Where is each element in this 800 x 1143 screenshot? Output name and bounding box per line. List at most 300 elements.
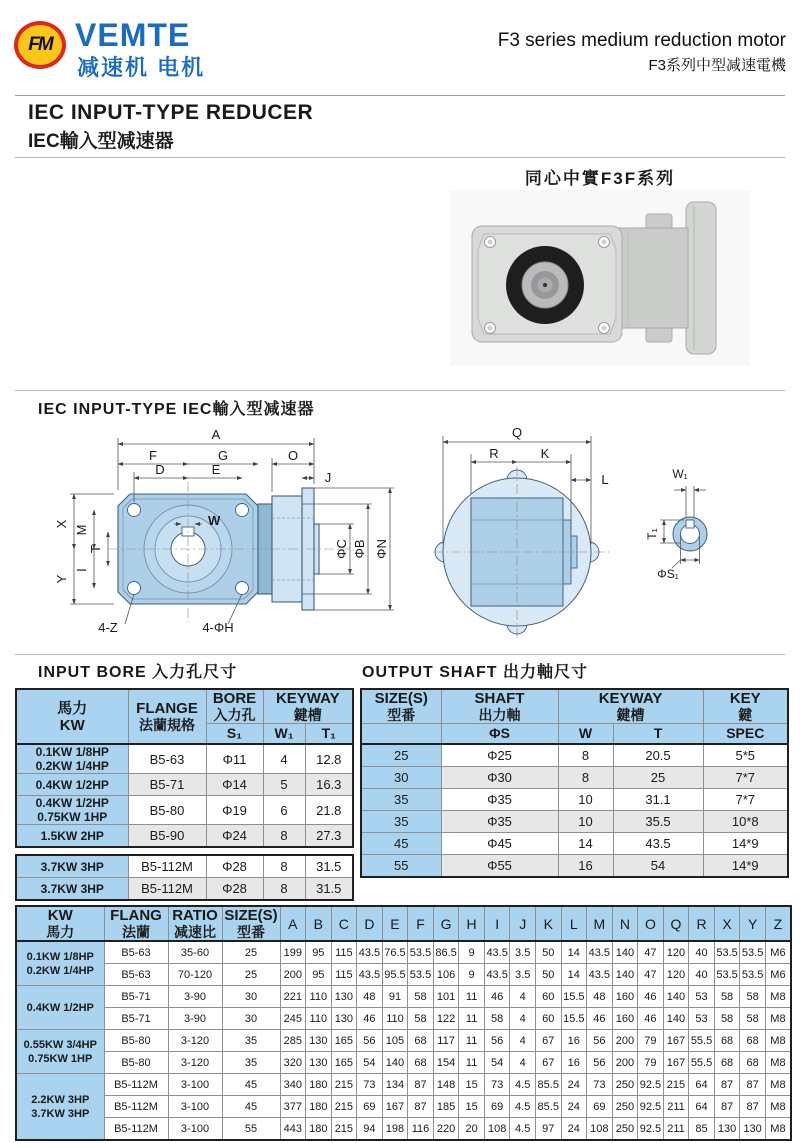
keyway-w-cell: 4: [263, 744, 305, 774]
keyway-w-cell: 8: [558, 744, 613, 767]
key-spec-cell: 7*7: [703, 767, 788, 789]
kw-group-label: [16, 941, 104, 986]
dim-f-cell: 58: [408, 1008, 434, 1030]
dim-i-cell: 46: [484, 986, 510, 1008]
key-spec-cell: 7*7: [703, 789, 788, 811]
flange-cell: B5-63: [128, 744, 206, 774]
kw-group-label-line: 0.1KW 1/8HP: [26, 950, 94, 963]
dim-c-cell: 165: [331, 1052, 357, 1074]
keyway-t-cell: 21.8: [305, 796, 353, 825]
dim-g-cell: 185: [433, 1096, 459, 1118]
dim-l-cell: 15.5: [561, 1008, 587, 1030]
output-header-row2: [361, 724, 788, 745]
col-header-kw: KW 馬力: [16, 906, 104, 941]
dim-r-cell: 64: [689, 1074, 715, 1096]
dim-c-cell: 130: [331, 1008, 357, 1030]
photo-caption: 同心中實F3F系列: [524, 169, 676, 188]
col-header-bore: BORE 入力孔: [206, 689, 263, 724]
size-cell: 35: [361, 789, 441, 811]
dim-j-cell: 4: [510, 1052, 536, 1074]
col-header-o: O: [638, 906, 664, 941]
output-shaft-title-cn: 出力軸尺寸: [503, 664, 589, 681]
keyway-w-cell: 5: [263, 774, 305, 796]
dim-i-cell: 43.5: [484, 941, 510, 964]
dim-q-cell: 140: [663, 1008, 689, 1030]
dim-d-cell: 56: [357, 1030, 383, 1052]
input-bore-row: [16, 744, 353, 774]
flange-cell: B5-112M: [128, 878, 206, 901]
dim-h-cell: 11: [459, 986, 485, 1008]
dim-y-cell: 53.5: [740, 964, 766, 986]
dim-j-cell: 4: [510, 1008, 536, 1030]
dim-h-cell: 11: [459, 1008, 485, 1030]
ratio-cell: 3-90: [168, 1008, 222, 1030]
dim-o-cell: 79: [638, 1052, 664, 1074]
dim-f-cell: 116: [408, 1118, 434, 1141]
dim-z-cell: M8: [765, 1118, 791, 1141]
keyway-w-cell: 14: [558, 833, 613, 855]
dim-r-cell: 55.5: [689, 1030, 715, 1052]
dim-g-cell: 101: [433, 986, 459, 1008]
dim-y-cell: 53.5: [740, 941, 766, 964]
dim-r-cell: 85: [689, 1118, 715, 1141]
dim-i-cell: 58: [484, 1008, 510, 1030]
dim-row: [16, 1052, 791, 1074]
col-header-l: L: [561, 906, 587, 941]
dim-label-w: W: [208, 513, 221, 528]
dim-label-4h: 4-ΦH: [202, 620, 234, 635]
dim-z-cell: M8: [765, 986, 791, 1008]
dim-row: [16, 1074, 791, 1096]
dim-z-cell: M6: [765, 941, 791, 964]
col-header-d: D: [357, 906, 383, 941]
power-label: [16, 825, 128, 848]
power-label: [16, 744, 128, 774]
dim-y-cell: 58: [740, 1008, 766, 1030]
dim-b-cell: 180: [306, 1074, 332, 1096]
dim-j-cell: 4: [510, 986, 536, 1008]
col-header-j: J: [510, 906, 536, 941]
dim-q-cell: 167: [663, 1052, 689, 1074]
kw-group-label-line: 3.7KW 3HP: [31, 1107, 90, 1120]
flange-cell: B5-63: [104, 941, 168, 964]
bore-cell: Φ11: [206, 744, 263, 774]
input-bore-title-en: INPUT BORE: [38, 664, 147, 681]
dim-g-cell: 220: [433, 1118, 459, 1141]
ratio-cell: 3-100: [168, 1096, 222, 1118]
dim-a-cell: 443: [280, 1118, 306, 1141]
keyway-w-cell: 16: [558, 855, 613, 878]
dim-l-cell: 14: [561, 941, 587, 964]
kw-group-label-line: 0.2KW 1/4HP: [26, 964, 94, 977]
col-header-flange: FLANGE 法蘭規格: [128, 689, 206, 744]
shaft-dia-cell: Φ55: [441, 855, 558, 878]
dim-k-cell: 50: [535, 941, 561, 964]
flange-cell: B5-80: [104, 1052, 168, 1074]
dim-q-cell: 211: [663, 1118, 689, 1141]
dim-d-cell: 46: [357, 1008, 383, 1030]
size-cell: 45: [222, 1096, 280, 1118]
front-view-drawing: [50, 424, 415, 644]
keyway-t-cell: 12.8: [305, 744, 353, 774]
dim-b-cell: 95: [306, 941, 332, 964]
dim-g-cell: 106: [433, 964, 459, 986]
dim-q-cell: 215: [663, 1074, 689, 1096]
dim-q-cell: 120: [663, 964, 689, 986]
kw-group-label-line: 0.55KW 3/4HP: [23, 1038, 97, 1051]
dim-row: [16, 1008, 791, 1030]
dim-label-b: ΦB: [352, 539, 367, 559]
input-bore-row: [16, 774, 353, 796]
dim-d-cell: 73: [357, 1074, 383, 1096]
output-shaft-title: [362, 659, 588, 682]
dim-c-cell: 215: [331, 1096, 357, 1118]
dim-x-cell: 68: [714, 1052, 740, 1074]
dim-c-cell: 130: [331, 986, 357, 1008]
key-spec-cell: 14*9: [703, 833, 788, 855]
dim-l-cell: 24: [561, 1096, 587, 1118]
dim-o-cell: 92.5: [638, 1118, 664, 1141]
dim-k-cell: 67: [535, 1052, 561, 1074]
keyway-t-cell: 31.5: [305, 855, 353, 878]
col-header-size: SIZE(S) 型番: [361, 689, 441, 724]
ratio-cell: 3-100: [168, 1118, 222, 1141]
col-header-sizes: SIZE(S) 型番: [222, 906, 280, 941]
key-spec-cell: 14*9: [703, 855, 788, 878]
keyway-t-cell: 43.5: [613, 833, 703, 855]
flange-cell: B5-112M: [104, 1096, 168, 1118]
dim-q-cell: 167: [663, 1030, 689, 1052]
dim-d-cell: 43.5: [357, 941, 383, 964]
bore-cell: Φ28: [206, 855, 263, 878]
dim-k-cell: 85.5: [535, 1074, 561, 1096]
dim-k-cell: 97: [535, 1118, 561, 1141]
input-bore-title: [38, 659, 237, 682]
dim-b-cell: 180: [306, 1096, 332, 1118]
divider: [15, 95, 785, 96]
dim-h-cell: 20: [459, 1118, 485, 1141]
dim-y-cell: 87: [740, 1074, 766, 1096]
dim-row: [16, 1030, 791, 1052]
keyway-t-cell: 25: [613, 767, 703, 789]
shaft-dia-cell: Φ35: [441, 811, 558, 833]
dim-c-cell: 215: [331, 1118, 357, 1141]
dim-header-row: [16, 906, 791, 941]
ratio-cell: 3-90: [168, 986, 222, 1008]
divider: [15, 157, 785, 158]
dim-d-cell: 54: [357, 1052, 383, 1074]
dim-m-cell: 43.5: [587, 941, 613, 964]
dim-row: [16, 941, 791, 964]
col-header-i: I: [484, 906, 510, 941]
bore-cell: Φ19: [206, 796, 263, 825]
dim-i-cell: 69: [484, 1096, 510, 1118]
power-label: [16, 796, 128, 825]
col-header-a: A: [280, 906, 306, 941]
flange-cell: B5-71: [104, 1008, 168, 1030]
power-label-line: 0.2KW 1/4HP: [35, 759, 109, 773]
keyway-w-cell: 10: [558, 789, 613, 811]
keyway-t-cell: 35.5: [613, 811, 703, 833]
series-title-cn: F3系列中型减速電機: [648, 57, 786, 74]
dim-label-r: R: [489, 446, 499, 461]
size-cell: 25: [222, 964, 280, 986]
bore-cell: Φ24: [206, 825, 263, 848]
size-cell: 55: [222, 1118, 280, 1141]
output-shaft-row: [361, 767, 788, 789]
col-header-q: Q: [663, 906, 689, 941]
dim-f-cell: 53.5: [408, 964, 434, 986]
dim-label-l: L: [601, 472, 609, 487]
dim-h-cell: 11: [459, 1052, 485, 1074]
key-spec-cell: 5*5: [703, 744, 788, 767]
keyway-t-cell: 16.3: [305, 774, 353, 796]
power-label-line: 0.1KW 1/8HP: [35, 745, 109, 759]
dim-a-cell: 285: [280, 1030, 306, 1052]
dim-a-cell: 221: [280, 986, 306, 1008]
dim-a-cell: 245: [280, 1008, 306, 1030]
col-header-s1: S₁: [206, 724, 263, 745]
divider: [15, 390, 785, 391]
dim-z-cell: M6: [765, 964, 791, 986]
col-header-z: Z: [765, 906, 791, 941]
input-bore-row: [16, 878, 353, 901]
series-title-en: F3 series medium reduction motor: [497, 30, 786, 51]
dim-label-s1: ΦS₁: [657, 567, 679, 581]
dim-label-q: Q: [511, 425, 523, 440]
product-photo: [450, 190, 750, 365]
flange-cell: B5-63: [104, 964, 168, 986]
col-header-x: X: [714, 906, 740, 941]
size-cell: 35: [222, 1030, 280, 1052]
dim-k-cell: 50: [535, 964, 561, 986]
page-title-en: IEC INPUT-TYPE REDUCER: [28, 101, 314, 124]
dim-n-cell: 200: [612, 1030, 638, 1052]
shaft-dia-cell: Φ30: [441, 767, 558, 789]
drawing-section-title: IEC INPUT-TYPE IEC輸入型减速器: [38, 401, 315, 418]
dim-y-cell: 58: [740, 986, 766, 1008]
output-shaft-title-en: OUTPUT SHAFT: [362, 664, 498, 681]
dim-i-cell: 73: [484, 1074, 510, 1096]
dim-label-n: ΦN: [374, 539, 389, 559]
input-bore-row: [16, 796, 353, 825]
dim-m-cell: 43.5: [587, 964, 613, 986]
dim-r-cell: 53: [689, 1008, 715, 1030]
dim-e-cell: 167: [382, 1096, 408, 1118]
dim-c-cell: 115: [331, 941, 357, 964]
dim-e-cell: 134: [382, 1074, 408, 1096]
dim-d-cell: 94: [357, 1118, 383, 1141]
dim-o-cell: 47: [638, 964, 664, 986]
dim-j-cell: 4: [510, 1030, 536, 1052]
dim-y-cell: 68: [740, 1030, 766, 1052]
col-header-keyway-out: KEYWAY 鍵槽: [558, 689, 703, 724]
dim-c-cell: 215: [331, 1074, 357, 1096]
dim-e-cell: 110: [382, 1008, 408, 1030]
dim-m-cell: 48: [587, 986, 613, 1008]
output-shaft-row: [361, 855, 788, 878]
dim-a-cell: 377: [280, 1096, 306, 1118]
kw-group-label-line: 2.2KW 3HP: [31, 1093, 90, 1106]
dim-n-cell: 250: [612, 1096, 638, 1118]
dim-a-cell: 199: [280, 941, 306, 964]
col-header-ratio: RATIO 减速比: [168, 906, 222, 941]
bore-cell: Φ14: [206, 774, 263, 796]
power-label: [16, 855, 128, 878]
power-label-line: 3.7KW 3HP: [40, 859, 104, 874]
dim-k-cell: 60: [535, 986, 561, 1008]
col-header-size-sub: [361, 724, 441, 745]
input-header-row1: [16, 689, 353, 724]
col-header-keyway: KEYWAY 鍵槽: [263, 689, 353, 724]
dim-q-cell: 211: [663, 1096, 689, 1118]
output-shaft-row: [361, 811, 788, 833]
input-bore-drawing: [628, 462, 758, 597]
dim-i-cell: 54: [484, 1052, 510, 1074]
col-header-k: K: [535, 906, 561, 941]
dim-l-cell: 24: [561, 1074, 587, 1096]
dim-label-y: Y: [54, 574, 69, 584]
dim-label-c: ΦC: [334, 539, 349, 559]
power-label-line: 0.4KW 1/2HP: [35, 796, 109, 810]
dim-label-j: J: [324, 470, 332, 485]
output-shaft-row: [361, 833, 788, 855]
dim-m-cell: 108: [587, 1118, 613, 1141]
dim-h-cell: 9: [459, 941, 485, 964]
dim-b-cell: 180: [306, 1118, 332, 1141]
dim-i-cell: 108: [484, 1118, 510, 1141]
dim-e-cell: 91: [382, 986, 408, 1008]
kw-group-label: [16, 1074, 104, 1141]
flange-cell: B5-112M: [104, 1074, 168, 1096]
dim-k-cell: 60: [535, 1008, 561, 1030]
power-label: [16, 774, 128, 796]
dim-b-cell: 110: [306, 1008, 332, 1030]
dim-j-cell: 3.5: [510, 964, 536, 986]
input-bore-row: [16, 825, 353, 848]
dim-row: [16, 1118, 791, 1141]
dim-j-cell: 4.5: [510, 1118, 536, 1141]
dim-n-cell: 140: [612, 941, 638, 964]
shaft-dia-cell: Φ35: [441, 789, 558, 811]
shaft-dia-cell: Φ25: [441, 744, 558, 767]
dim-label-o: O: [287, 448, 299, 463]
col-header-y: Y: [740, 906, 766, 941]
dim-r-cell: 64: [689, 1096, 715, 1118]
dim-c-cell: 115: [331, 964, 357, 986]
dim-l-cell: 15.5: [561, 986, 587, 1008]
dim-g-cell: 122: [433, 1008, 459, 1030]
dim-a-cell: 320: [280, 1052, 306, 1074]
dim-z-cell: M8: [765, 1074, 791, 1096]
dim-label-w1: W₁: [672, 467, 688, 481]
keyway-t-cell: 31.1: [613, 789, 703, 811]
dim-row: [16, 1096, 791, 1118]
dimension-table: [15, 905, 792, 1141]
dim-label-g: G: [217, 448, 229, 463]
dim-k-cell: 67: [535, 1030, 561, 1052]
ratio-cell: 3-120: [168, 1030, 222, 1052]
col-header-t: T: [613, 724, 703, 745]
power-label-line: 1.5KW 2HP: [40, 828, 104, 843]
power-label-line: 0.4KW 1/2HP: [35, 777, 109, 792]
dim-c-cell: 165: [331, 1030, 357, 1052]
dim-x-cell: 130: [714, 1118, 740, 1141]
ratio-cell: 3-100: [168, 1074, 222, 1096]
flange-cell: B5-112M: [128, 855, 206, 878]
input-bore-table-extra: [15, 854, 354, 901]
dim-x-cell: 87: [714, 1074, 740, 1096]
keyway-t-cell: 20.5: [613, 744, 703, 767]
size-cell: 30: [361, 767, 441, 789]
dim-label-a: A: [211, 427, 221, 442]
dim-l-cell: 16: [561, 1052, 587, 1074]
dim-r-cell: 55.5: [689, 1052, 715, 1074]
dim-j-cell: 4.5: [510, 1096, 536, 1118]
kw-group-label: [16, 1030, 104, 1074]
dim-m-cell: 46: [587, 1008, 613, 1030]
ratio-cell: 70-120: [168, 964, 222, 986]
keyway-w-cell: 8: [263, 855, 305, 878]
dim-row: [16, 964, 791, 986]
dim-a-cell: 200: [280, 964, 306, 986]
dim-g-cell: 86.5: [433, 941, 459, 964]
flange-cell: B5-71: [128, 774, 206, 796]
dim-e-cell: 198: [382, 1118, 408, 1141]
keyway-w-cell: 8: [263, 878, 305, 901]
size-cell: 45: [361, 833, 441, 855]
ratio-cell: 3-120: [168, 1052, 222, 1074]
output-shaft-row: [361, 789, 788, 811]
col-header-c: C: [331, 906, 357, 941]
col-header-spec: SPEC: [703, 724, 788, 745]
size-cell: 55: [361, 855, 441, 878]
dim-x-cell: 53.5: [714, 941, 740, 964]
dim-d-cell: 43.5: [357, 964, 383, 986]
dim-f-cell: 58: [408, 986, 434, 1008]
col-header-n: N: [612, 906, 638, 941]
power-label: [16, 878, 128, 901]
dim-f-cell: 87: [408, 1096, 434, 1118]
dim-h-cell: 15: [459, 1096, 485, 1118]
output-shaft-row: [361, 744, 788, 767]
ratio-cell: 35-60: [168, 941, 222, 964]
dim-o-cell: 92.5: [638, 1096, 664, 1118]
dim-label-m: M: [74, 524, 89, 536]
divider: [15, 654, 785, 655]
dim-label-t1: T₁: [645, 528, 659, 540]
dim-d-cell: 48: [357, 986, 383, 1008]
dim-n-cell: 250: [612, 1074, 638, 1096]
dim-b-cell: 130: [306, 1052, 332, 1074]
kw-group-label: [16, 986, 104, 1030]
dim-a-cell: 340: [280, 1074, 306, 1096]
kw-group-label-line: 0.4KW 1/2HP: [26, 1001, 94, 1014]
dim-m-cell: 73: [587, 1074, 613, 1096]
brand-name: VEMTE: [75, 17, 191, 53]
size-cell: 30: [222, 1008, 280, 1030]
dim-e-cell: 105: [382, 1030, 408, 1052]
dim-label-t: T: [88, 545, 103, 553]
dim-b-cell: 110: [306, 986, 332, 1008]
col-header-phis: ΦS: [441, 724, 558, 745]
dim-f-cell: 87: [408, 1074, 434, 1096]
col-header-r: R: [689, 906, 715, 941]
size-cell: 25: [361, 744, 441, 767]
dim-h-cell: 11: [459, 1030, 485, 1052]
dim-r-cell: 40: [689, 964, 715, 986]
dim-y-cell: 130: [740, 1118, 766, 1141]
